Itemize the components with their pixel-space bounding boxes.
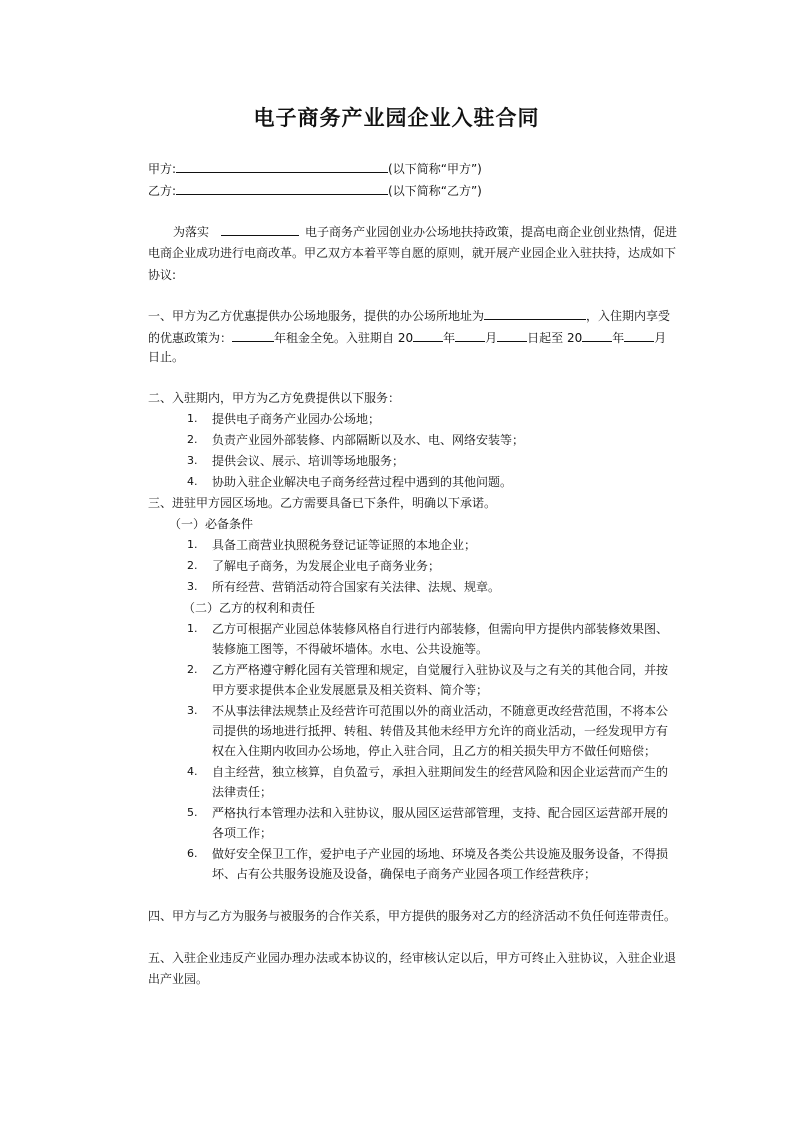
list-number: 3. <box>187 454 198 467</box>
list-item-line: 严格执行本管理办法和入驻协议，服从园区运营部管理，支持、配合园区运营部开展的 <box>212 806 669 820</box>
party-a-line <box>148 160 482 177</box>
list-item-line: 权在入住期内收回办公场地，停止入驻合同，且乙方的相关损失甲方不做任何赔偿； <box>212 744 657 758</box>
document-title: 电子商务产业园企业入驻合同 <box>253 106 540 130</box>
list-number: 1. <box>187 622 198 635</box>
s1-text: 月 <box>654 331 667 345</box>
s1-text: 月 <box>485 331 498 345</box>
s1-text: 年 <box>612 331 625 345</box>
s5-line-2: 出产业园。 <box>148 972 209 986</box>
list-number: 1. <box>187 538 198 551</box>
address-blank <box>484 307 586 320</box>
party-b-label: 乙方: <box>148 184 177 198</box>
s4-paragraph: 四、甲方与乙方为服务与被服务的合作关系，甲方提供的服务对乙方的经济活动不负任何连带责任。 <box>148 909 677 923</box>
list-item-line: 装修施工图等，不得破坏墙体。水电、公共设施等。 <box>212 642 489 656</box>
intro-line-3: 协议: <box>148 268 177 282</box>
list-number: 1. <box>187 412 198 425</box>
s2-heading: 二、入驻期内，甲方为乙方免费提供以下服务： <box>148 391 401 405</box>
list-item-line: 自主经营，独立核算，自负盈亏，承担入驻期间发生的经营风险和因企业运营而产生的 <box>212 765 669 779</box>
party-a-suffix: (以下简称“甲方”) <box>388 162 482 176</box>
s1-text: 年 <box>443 331 456 345</box>
intro-blank <box>221 223 299 236</box>
list-number: 2. <box>187 663 198 676</box>
s3-heading: 三、进驻甲方园区场地。乙方需要具备已下条件，明确以下承诺。 <box>148 496 497 510</box>
s1-text: 年租金全免。入驻期自 20 <box>274 331 414 345</box>
s1-text: ，入住期内享受 <box>586 309 671 323</box>
end-year-blank <box>582 329 612 342</box>
list-item: 提供会议、展示、培训等场地服务； <box>212 454 405 468</box>
list-number: 5. <box>187 806 198 819</box>
intro-line-2: 电商企业成功进行电商改革。甲乙双方本着平等自愿的原则，就开展产业园企业入驻扶持，达成如下 <box>148 246 677 260</box>
s3-sub1-heading: （一）必备条件 <box>169 517 254 531</box>
party-b-line <box>148 182 482 199</box>
s1-line-1 <box>148 307 670 324</box>
list-item-line: 法律责任； <box>212 785 273 799</box>
list-item-line: 不从事法律法规禁止及经营许可范围以外的商业活动，不随意更改经营范围，不将本公 <box>212 704 669 718</box>
s5-line-1: 五、入驻企业违反产业园办理办法或本协议的，经审核认定以后，甲方可终止入驻协议，入驻企业退 <box>148 951 677 965</box>
start-year-blank <box>413 329 443 342</box>
s1-line-3: 日止。 <box>148 350 185 364</box>
list-number: 2. <box>187 559 198 572</box>
s1-line-2 <box>148 329 666 346</box>
list-item-line: 司提供的场地进行抵押、转租、转借及其他未经甲方允许的商业活动，一经发现甲方有 <box>212 724 669 738</box>
party-a-blank <box>176 160 388 173</box>
list-number: 4. <box>187 475 198 488</box>
list-item: 具备工商营业执照税务登记证等证照的本地企业； <box>212 538 477 552</box>
party-b-blank <box>176 182 388 195</box>
intro-text: 电子商务产业园创业办公场地扶持政策，提高电商企业创业热情，促进 <box>305 225 678 239</box>
list-item-line: 甲方要求提供本企业发展愿景及相关资料、简介等； <box>212 683 489 697</box>
list-item-line: 乙方严格遵守孵化园有关管理和规定，自觉履行入驻协议及与之有关的其他合同，并按 <box>212 663 669 677</box>
party-a-label: 甲方: <box>148 162 177 176</box>
s1-text: 的优惠政策为： <box>148 331 233 345</box>
list-item: 协助入驻企业解决电子商务经营过程中遇到的其他问题。 <box>212 475 513 489</box>
list-item-line: 乙方可根据产业园总体装修风格自行进行内部装修，但需向甲方提供内部装修效果图、 <box>212 622 669 636</box>
list-number: 3. <box>187 704 198 717</box>
start-day-blank <box>497 329 527 342</box>
s3-sub2-heading: （二）乙方的权利和责任 <box>183 601 316 615</box>
list-item-line: 坏、占有公共服务设施及设备，确保电子商务产业园各项工作经营秩序； <box>212 867 597 881</box>
list-item: 提供电子商务产业园办公场地； <box>212 412 381 426</box>
intro-text: 为落实 <box>173 225 210 239</box>
years-blank <box>232 329 274 342</box>
list-item: 负责产业园外部装修、内部隔断以及水、电、网络安装等； <box>212 433 525 447</box>
s1-text: 日起至 20 <box>527 331 583 345</box>
list-item: 所有经营、营销活动符合国家有关法律、法规、规章。 <box>212 580 501 594</box>
list-item-line: 各项工作； <box>212 826 273 840</box>
end-month-blank <box>624 329 654 342</box>
party-b-suffix: (以下简称“乙方”) <box>388 184 482 198</box>
list-number: 3. <box>187 580 198 593</box>
list-item-line: 做好安全保卫工作，爱护电子产业园的场地、环境及各类公共设施及服务设备，不得损 <box>212 847 669 861</box>
s1-text: 一、甲方为乙方优惠提供办公场地服务，提供的办公场所地址为 <box>148 309 485 323</box>
intro-line-1 <box>173 223 677 240</box>
list-number: 4. <box>187 765 198 778</box>
list-item: 了解电子商务，为发展企业电子商务业务； <box>212 559 441 573</box>
start-month-blank <box>455 329 485 342</box>
list-number: 6. <box>187 847 198 860</box>
list-number: 2. <box>187 433 198 446</box>
